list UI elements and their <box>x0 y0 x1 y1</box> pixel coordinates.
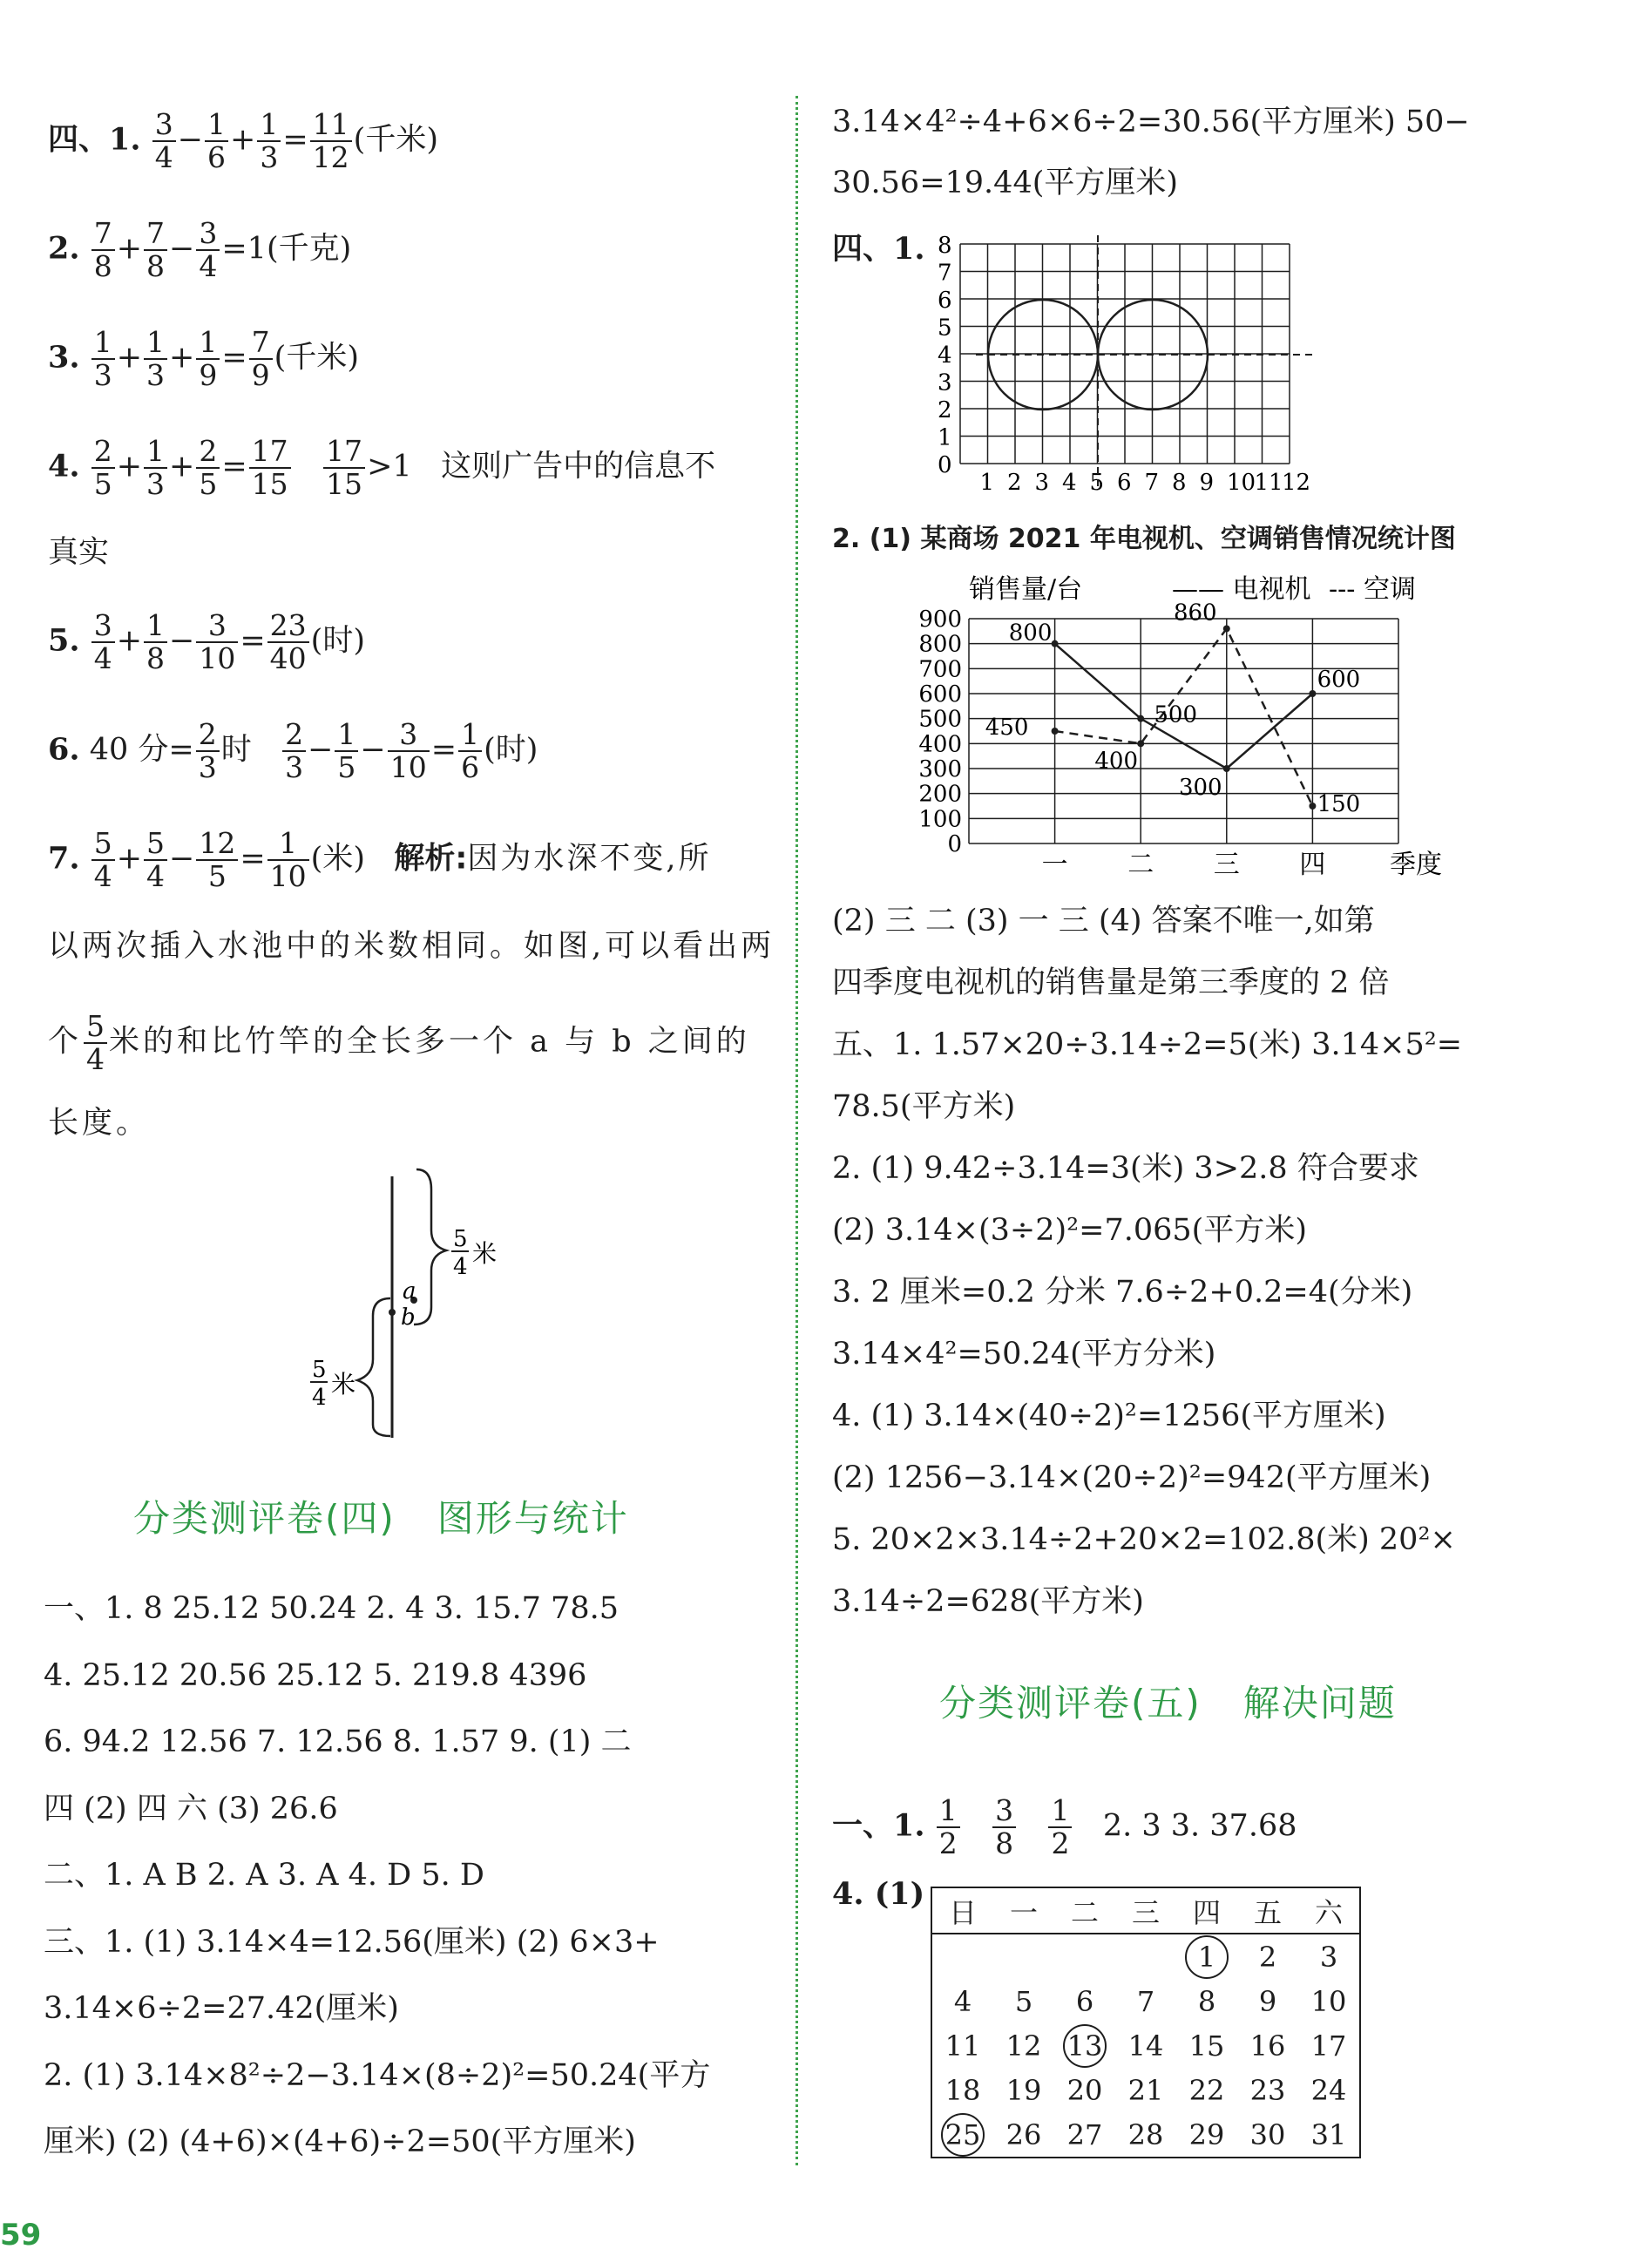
calendar-day: 3 <box>1319 1940 1338 1974</box>
calendar-day: 23 <box>1249 2073 1286 2107</box>
calendar-table <box>931 1887 1361 2158</box>
y-tick-label: 800 <box>918 631 962 658</box>
data-point <box>1223 625 1230 632</box>
item-label: 四、1. <box>48 121 141 158</box>
chart-question-label: 2. (1) 某商场 2021 年电视机、空调销售情况统计图 <box>832 524 1456 554</box>
data-label: 450 <box>985 715 1029 741</box>
data-label: 300 <box>1178 775 1222 801</box>
data-label: 150 <box>1317 791 1361 817</box>
grid-y-tick: 2 <box>938 397 952 423</box>
calendar-day: 5 <box>1014 1984 1033 2018</box>
grid-y-tick: 4 <box>938 342 952 369</box>
calendar-day <box>1115 1934 1176 1979</box>
answer-line: 30.56=19.44(平方厘米) <box>832 166 1179 200</box>
weekday-header: 日 <box>931 1887 993 1934</box>
bot-frac-num: 5 <box>312 1357 327 1383</box>
answer-4-1: 四、1. $\frac{3}{4}$ − $\frac{1}{6}$ + $\frac{1}{3}$ = $\frac{11}{12}$ (千米) <box>48 107 438 174</box>
answer-line: 四季度电视机的销售量是第三季度的 2 倍 <box>832 965 1390 1000</box>
legend-ac: --- 空调 <box>1329 574 1416 605</box>
section-subtitle-5: 解决问题 <box>1242 1682 1397 1724</box>
grid-y-tick: 0 <box>938 452 952 478</box>
x-tick-label: 三 <box>1213 850 1240 880</box>
calendar-week-row <box>931 2112 1360 2158</box>
grid-x-tick: 5 <box>1089 470 1105 496</box>
answer-line: 3.14×4²÷4+6×6÷2=30.56(平方厘米) 50− <box>832 105 1470 139</box>
y-tick-label: 400 <box>918 731 962 758</box>
circled-day: 25 <box>941 2113 985 2157</box>
data-label: 600 <box>1317 667 1361 693</box>
answer-4-5: 5. $\frac{3}{4}$ + $\frac{1}{8}$ − $\frac{3}{10}$ = $\frac{23}{40}$ (时) <box>48 608 365 675</box>
point-b <box>389 1309 396 1316</box>
grid-x-tick: 8 <box>1172 470 1187 496</box>
weekday-header: 六 <box>1298 1887 1360 1934</box>
fraction: $\frac{1}{3}$ <box>257 109 281 173</box>
calendar-day: 30 <box>1249 2117 1286 2151</box>
answer-4-7-line4: 长度。 <box>48 1106 151 1141</box>
answer-4-7-line2: 以两次插入水池中的米数相同。如图,可以看出两 <box>48 929 775 964</box>
coordinate-grid <box>924 235 1324 497</box>
x-axis-label: 季度 <box>1390 850 1442 880</box>
calendar-day: 14 <box>1127 2029 1164 2063</box>
grid-x-tick: 2 <box>1007 470 1022 496</box>
data-point <box>1052 728 1059 735</box>
calendar-day <box>993 1934 1054 1979</box>
answer-line: (2) 三 二 (3) 一 三 (4) 答案不唯一,如第 <box>832 904 1375 938</box>
grid-question-label: 四、1. <box>832 231 925 267</box>
legend-tv: —— 电视机 <box>1172 574 1311 605</box>
calendar-day: 4 <box>953 1984 972 2018</box>
calendar-day: 12 <box>1005 2029 1042 2063</box>
label-b: b <box>401 1304 416 1331</box>
data-point <box>1309 803 1316 810</box>
y-tick-label: 200 <box>918 781 962 808</box>
grid-y-tick: 6 <box>938 288 952 314</box>
grid-y-tick: 1 <box>938 424 952 451</box>
weekday-header: 四 <box>1176 1887 1237 1934</box>
calendar-day: 9 <box>1258 1984 1277 2018</box>
answer-line: 5. 20×2×3.14÷2+20×2=102.8(米) 20²× <box>832 1522 1456 1557</box>
answer-line: 3.14×6÷2=27.42(厘米) <box>44 1991 399 2026</box>
calendar-day: 16 <box>1249 2029 1286 2063</box>
y-tick-label: 500 <box>918 706 962 733</box>
calendar-day: 22 <box>1188 2073 1225 2107</box>
answer-line: 6. 94.2 12.56 7. 12.56 8. 1.57 9. (1) 二 <box>44 1724 632 1759</box>
calendar-day <box>1054 2023 1115 2068</box>
grid-y-tick: 8 <box>938 235 952 259</box>
top-frac-den: 4 <box>453 1254 468 1280</box>
answer-line: 4. (1) 3.14×(40÷2)²=1256(平方厘米) <box>832 1399 1386 1433</box>
label-a: a <box>403 1278 416 1304</box>
chart-x-ticks <box>1042 850 1326 880</box>
data-label: 800 <box>1008 620 1053 647</box>
bot-frac-den: 4 <box>312 1385 327 1411</box>
grid-x-tick: 10 <box>1227 470 1256 496</box>
calendar-week-row <box>931 1934 1360 1979</box>
x-tick-label: 一 <box>1041 850 1068 880</box>
data-point <box>1052 640 1059 647</box>
fraction: $\frac{1}{6}$ <box>205 109 228 173</box>
data-label: 500 <box>1154 701 1198 728</box>
answer-line: 3. 2 厘米=0.2 分米 7.6÷2+0.2=4(分米) <box>832 1275 1413 1310</box>
section-title-4: 分类测评卷(四) 图形与统计 <box>133 1497 629 1540</box>
answer-line: 4. 25.12 20.56 25.12 5. 219.8 4396 <box>44 1657 587 1693</box>
weekday-header: 三 <box>1115 1887 1176 1934</box>
chart-y-ticks <box>918 606 962 857</box>
grid-x-tick: 9 <box>1199 470 1215 496</box>
calendar-day <box>931 2112 993 2158</box>
answer-line: (2) 3.14×(3÷2)²=7.065(平方米) <box>832 1213 1307 1248</box>
grid-x-tick: 7 <box>1144 470 1160 496</box>
grid-x-tick: 12 <box>1282 470 1311 496</box>
calendar-day: 18 <box>944 2073 981 2107</box>
answer-4-3: 3. $\frac{1}{3}$ + $\frac{1}{3}$ + $\frac{1}{9}$ = $\frac{7}{9}$ (千米) <box>48 325 359 392</box>
answer-4-2: 2. $\frac{7}{8}$ + $\frac{7}{8}$ − $\frac{3}{4}$ =1(千克) <box>48 216 352 283</box>
calendar-day: 29 <box>1188 2117 1225 2151</box>
grid-x-tick: 1 <box>979 470 995 496</box>
answer-4-4-cont: 真实 <box>48 535 110 570</box>
weekday-header: 二 <box>1054 1887 1115 1934</box>
calendar-day: 19 <box>1005 2073 1042 2107</box>
bot-unit: 米 <box>331 1370 356 1399</box>
grid-x-tick: 4 <box>1062 470 1077 496</box>
y-tick-label: 700 <box>918 656 962 683</box>
answer-line: 一、1. 8 25.12 50.24 2. 4 3. 15.7 78.5 <box>44 1591 619 1626</box>
answer-line: 厘米) (2) (4+6)×(4+6)÷2=50(平方厘米) <box>44 2124 636 2159</box>
top-unit: 米 <box>472 1239 498 1268</box>
sales-line-chart <box>906 566 1473 889</box>
answer-line: 78.5(平方米) <box>832 1089 1016 1124</box>
page-number: 59 <box>0 2218 42 2253</box>
calendar-day: 11 <box>944 2029 981 2063</box>
calendar-day: 7 <box>1136 1984 1155 2018</box>
data-point <box>1137 740 1144 747</box>
calendar-day <box>1054 1934 1115 1979</box>
fraction: $\frac{11}{12}$ <box>310 109 352 173</box>
answer-line: 3.14×4²=50.24(平方分米) <box>832 1337 1216 1372</box>
answer-4-4: 4. $\frac{2}{5}$ + $\frac{1}{3}$ + $\frac{2}{5}$ = $\frac{17}{15}$ $\frac{17}{15}$ >1 这则广告中的信息不 <box>48 434 716 501</box>
calendar-day: 2 <box>1258 1940 1277 1974</box>
s5-answer-1: 一、1. $\frac{1}{2}$ $\frac{3}{8}$ $\frac{1}{2}$ 2. 3 3. 37.68 <box>832 1793 1297 1860</box>
y-axis-label: 销售量/台 <box>969 574 1083 605</box>
chart-data-labels <box>985 600 1360 817</box>
analysis-label: 解析: <box>394 841 468 877</box>
answer-line: 二、1. A B 2. A 3. A 4. D 5. D <box>44 1858 484 1893</box>
circled-day: 1 <box>1185 1935 1229 1979</box>
calendar-day: 24 <box>1310 2073 1347 2107</box>
y-tick-label: 600 <box>918 681 962 708</box>
answer-4-6: 6. 40 分= $\frac{2}{3}$ 时 $\frac{2}{3}$ − $\frac{1}{5}$ − $\frac{3}{10}$ = $\frac{1}{6}$ (时) <box>48 717 538 784</box>
calendar-day: 28 <box>1127 2117 1164 2151</box>
calendar-day: 31 <box>1310 2117 1347 2151</box>
calendar-day: 6 <box>1075 1984 1094 2018</box>
circled-day: 13 <box>1063 2024 1107 2068</box>
bottom-brace <box>357 1298 390 1436</box>
top-frac-num: 5 <box>453 1226 468 1252</box>
answer-line: 三、1. (1) 3.14×4=12.56(厘米) (2) 6×3+ <box>44 1924 660 1960</box>
answer-line: 五、1. 1.57×20÷3.14÷2=5(米) 3.14×5²= <box>832 1027 1463 1062</box>
answer-4-7: 7. $\frac{5}{4}$ + $\frac{5}{4}$ − $\frac{12}{5}$ = $\frac{1}{10}$ (米) 解析:因为水深不变,所 <box>48 826 712 893</box>
bamboo-pole-diagram <box>288 1159 566 1446</box>
y-tick-label: 0 <box>947 831 962 857</box>
grid-tick-labels <box>938 235 1310 496</box>
calendar-day: 8 <box>1197 1984 1216 2018</box>
calendar-day: 27 <box>1066 2117 1103 2151</box>
column-divider <box>796 96 798 2165</box>
grid-y-tick: 7 <box>938 260 952 287</box>
answer-line: 3.14÷2=628(平方米) <box>832 1584 1144 1619</box>
s5-answer-4-label: 4. (1) <box>832 1876 925 1912</box>
calendar-header-row <box>931 1887 1360 1934</box>
x-tick-label: 二 <box>1127 850 1154 880</box>
data-label: 400 <box>1094 748 1139 775</box>
calendar-day: 10 <box>1310 1984 1347 2018</box>
calendar-day <box>1176 1934 1237 1979</box>
y-tick-label: 100 <box>918 806 962 833</box>
data-point <box>1137 715 1144 722</box>
top-brace <box>414 1169 446 1324</box>
calendar-day: 17 <box>1310 2029 1347 2063</box>
weekday-header: 一 <box>993 1887 1054 1934</box>
calendar-day: 20 <box>1066 2073 1103 2107</box>
calendar-day: 26 <box>1005 2117 1042 2151</box>
calendar-day <box>931 1934 993 1979</box>
answer-line: (2) 1256−3.14×(20÷2)²=942(平方厘米) <box>832 1460 1432 1495</box>
grid-x-tick: 6 <box>1117 470 1132 496</box>
calendar-day: 15 <box>1188 2029 1225 2063</box>
x-tick-label: 四 <box>1299 850 1326 880</box>
grid-y-tick: 3 <box>938 369 952 396</box>
answer-line: 2. (1) 3.14×8²÷2−3.14×(8÷2)²=50.24(平方 <box>44 2057 711 2093</box>
weekday-header: 五 <box>1237 1887 1298 1934</box>
calendar-week-row <box>931 2068 1360 2112</box>
grid-y-tick: 5 <box>938 315 952 342</box>
calendar-day: 21 <box>1127 2073 1164 2107</box>
data-point <box>1223 765 1230 772</box>
answer-line: 2. (1) 9.42÷3.14=3(米) 3>2.8 符合要求 <box>832 1151 1419 1186</box>
grid-x-tick: 11 <box>1254 470 1283 496</box>
fraction: $\frac{3}{4}$ <box>152 109 176 173</box>
data-point <box>1309 690 1316 697</box>
calendar-week-row <box>931 1979 1360 2023</box>
grid-x-tick: 3 <box>1034 470 1050 496</box>
y-tick-label: 900 <box>918 606 962 633</box>
section-subtitle-4: 图形与统计 <box>437 1497 629 1540</box>
section-title-5: 分类测评卷(五) 解决问题 <box>939 1682 1397 1724</box>
answer-line: 四 (2) 四 六 (3) 26.6 <box>44 1791 338 1826</box>
answer-4-7-line3: 个 $\frac{5}{4}$ 米的和比竹竿的全长多一个 a 与 b 之间的 <box>48 1009 750 1076</box>
data-label: 860 <box>1173 600 1217 627</box>
y-tick-label: 300 <box>918 756 962 782</box>
calendar-week-row <box>931 2023 1360 2068</box>
